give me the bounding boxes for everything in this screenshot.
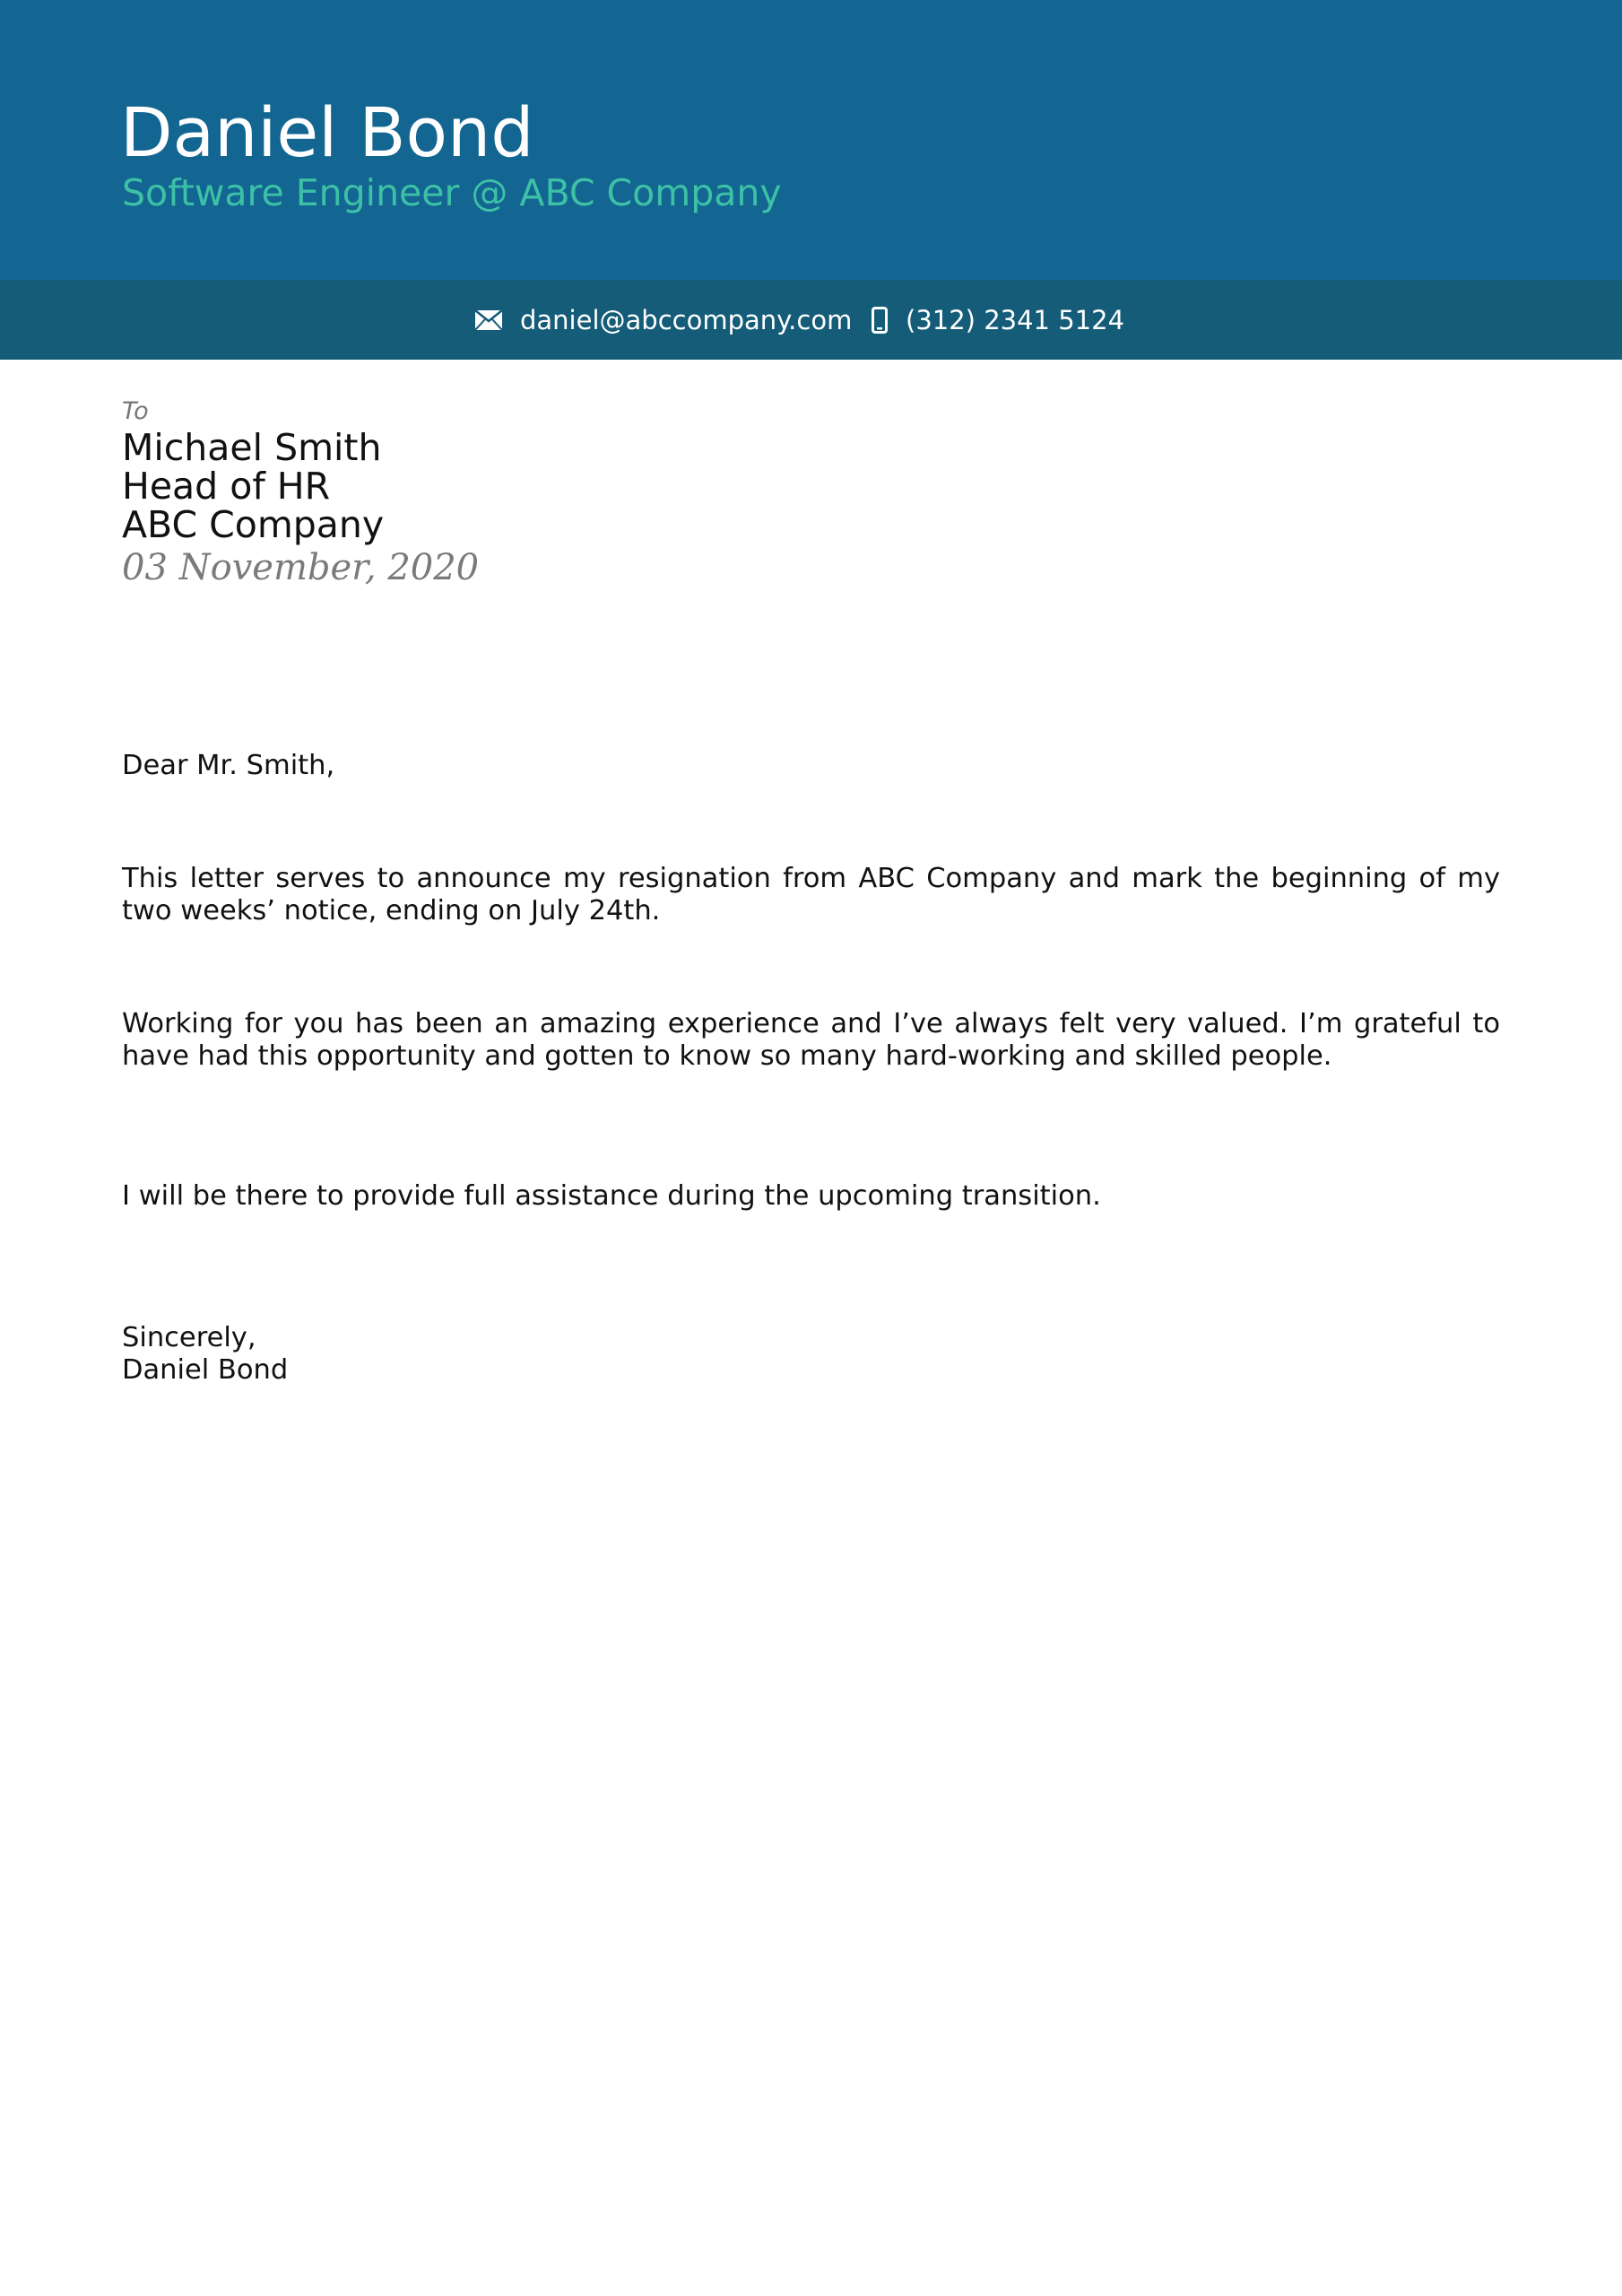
recipient-block [122, 426, 385, 546]
recipient-label: To [122, 397, 149, 425]
phone-text: (312) 2341 5124 [906, 304, 1125, 335]
sender-name: Daniel Bond [120, 92, 534, 172]
paragraph-1: This letter serves to announce my resignation from ABC Company and mark the beginning of my two weeks’ notice, ending on July 24th. [122, 863, 1500, 926]
paragraph-2: Working for you has been an amazing experience and I’ve always felt very valued. I’m grateful to have had this opportunity and gotten to know so many hard-working and skilled people. [122, 1008, 1500, 1072]
sender-role: Software Engineer @ ABC Company [122, 171, 782, 214]
contact-email[interactable] [475, 280, 852, 360]
mobile-phone-icon [872, 307, 888, 334]
recipient-name: Michael Smith [122, 426, 382, 469]
contact-phone[interactable] [872, 280, 1124, 360]
closing-text: Sincerely, [122, 1322, 256, 1353]
salutation: Dear Mr. Smith, [122, 750, 335, 781]
paragraph-3: I will be there to provide full assistance during the upcoming transition. [122, 1180, 1101, 1212]
letter-header [0, 0, 1622, 280]
recipient-company: ABC Company [122, 503, 385, 546]
signature-name: Daniel Bond [122, 1354, 289, 1386]
contact-bar [0, 280, 1622, 360]
email-text: daniel@abccompany.com [520, 304, 853, 335]
envelope-icon [475, 310, 502, 330]
recipient-title: Head of HR [122, 465, 331, 508]
closing-block [122, 1322, 1500, 1387]
letter-date: 03 November, 2020 [122, 547, 480, 588]
